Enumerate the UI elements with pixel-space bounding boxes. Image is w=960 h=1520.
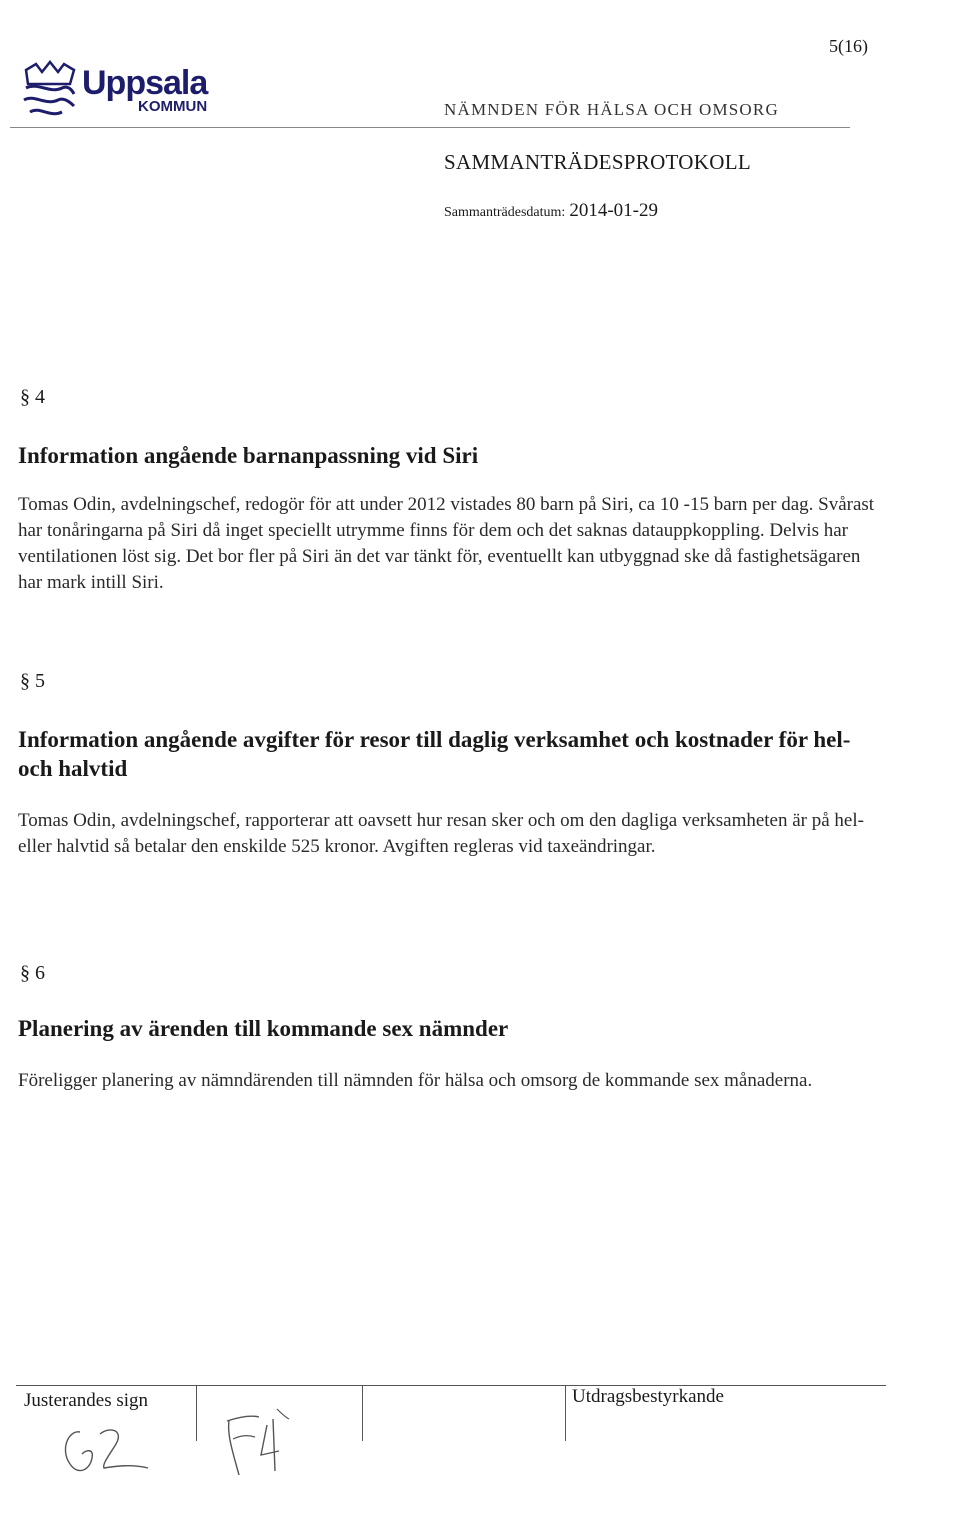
meeting-date-value: 2014-01-29 xyxy=(569,200,658,221)
signature-initials-2 xyxy=(215,1405,305,1485)
logo-wordmark: Uppsala xyxy=(82,64,208,102)
section-title: Planering av ärenden till kommande sex nämnder xyxy=(18,1016,509,1041)
document-title: SAMMANTRÄDESPROTOKOLL xyxy=(444,150,751,174)
section-body: Tomas Odin, avdelningschef, redogör för att under 2012 vistades 80 barn på Siri, ca 10 -15 barn per dag. Svårast har tonåringarna på Siri då inget speciellt utrymme finns för dem och det saknas datauppkoppling. Delvis har ventilationen löst sig. Det bor fler på Siri än det var tänkt för, eventuellt kan utbyggnad ske då fastighetsägaren har mark intill Siri. xyxy=(18,494,875,593)
page-number: 5(16) xyxy=(829,36,868,56)
section-number: § 6 xyxy=(20,962,45,984)
section-body: Föreligger planering av nämndärenden till nämnden för hälsa och omsorg de kommande sex månaderna. xyxy=(18,1070,813,1091)
footer-rule xyxy=(16,1385,886,1386)
signature-initials-1 xyxy=(40,1420,170,1490)
footer-divider xyxy=(362,1385,363,1441)
committee-name: NÄMNDEN FÖR HÄLSA OCH OMSORG xyxy=(444,100,779,119)
section-title: Information angående avgifter för resor till daglig verksamhet och kostnader för hel- och halvtid xyxy=(18,727,851,781)
footer-divider xyxy=(565,1385,566,1441)
logo-subtitle: KOMMUN xyxy=(138,98,208,115)
extract-certification-label: Utdragsbestyrkande xyxy=(572,1386,724,1407)
initials-label: Justerandes sign xyxy=(24,1390,149,1411)
footer-divider xyxy=(196,1385,197,1441)
section-number: § 4 xyxy=(20,386,45,408)
header-divider xyxy=(10,127,850,128)
meeting-date-label: Sammanträdesdatum: xyxy=(444,205,566,220)
uppsala-kommun-logo xyxy=(20,60,250,124)
section-body: Tomas Odin, avdelningschef, rapporterar att oavsett hur resan sker och om den dagliga verksamheten är på hel- eller halvtid så betalar den enskilde 525 kronor. Avgiften regleras vid taxeändringar. xyxy=(18,810,864,857)
section-title: Information angående barnanpassning vid Siri xyxy=(18,443,479,468)
meeting-date xyxy=(444,200,658,222)
section-number: § 5 xyxy=(20,670,45,692)
crest-icon xyxy=(20,60,78,122)
